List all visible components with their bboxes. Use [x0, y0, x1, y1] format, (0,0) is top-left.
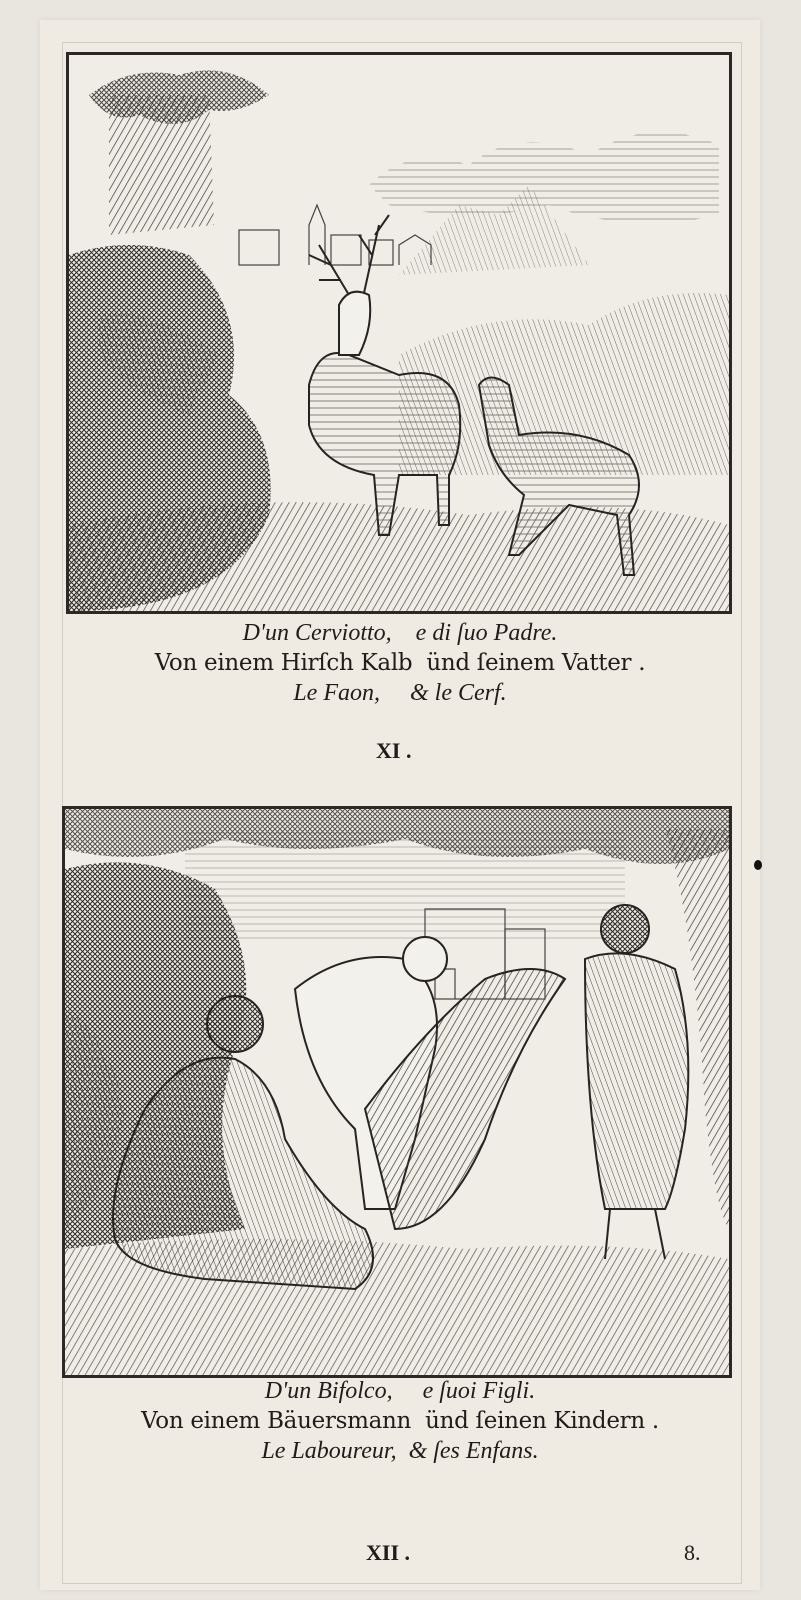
- caption-french: Le Laboureur, & ſes Enfans.: [261, 1438, 539, 1464]
- ink-spot: [754, 860, 762, 870]
- caption-german: Von einem Hirſch Kalb ünd ſeinem Vatter .: [154, 650, 646, 676]
- caption-german: Von einem Bäuersmann ünd ſeinen Kindern .: [141, 1408, 659, 1434]
- page-number: 8.: [684, 1540, 701, 1565]
- engraving-farmer-and-sons: [62, 806, 732, 1378]
- caption-plate-xi: [60, 618, 740, 708]
- caption-french: Le Faon, & le Cerf.: [293, 680, 507, 706]
- farmer-sons-illustration: [65, 809, 729, 1375]
- plate-numeral-xii: XII .: [366, 1540, 411, 1565]
- caption-italian: D'un Cerviotto, e di ſuo Padre.: [242, 620, 558, 646]
- stag-fawn-illustration: [69, 55, 729, 611]
- caption-plate-xii: [60, 1376, 740, 1466]
- plate-numeral-xi: XI .: [376, 738, 412, 763]
- caption-italian: D'un Bifolco, e ſuoi Figli.: [264, 1378, 536, 1404]
- engraving-stag-and-fawn: [66, 52, 732, 614]
